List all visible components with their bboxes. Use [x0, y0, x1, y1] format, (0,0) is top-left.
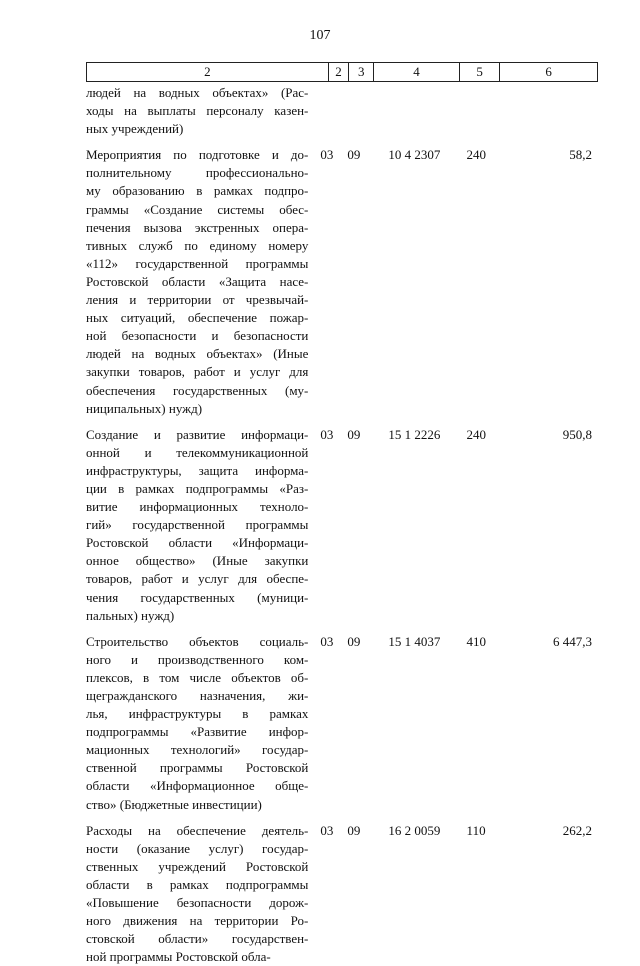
row-rz [308, 84, 339, 138]
row-vr: 410 [466, 633, 487, 649]
header-col-sum: 6 [545, 64, 552, 79]
row-pr: 09 [347, 147, 361, 163]
description-line: людей на водных объектах» (Иные [86, 346, 309, 362]
description-line: лья, инфраструктуры в рамках [86, 706, 309, 722]
row-sum: 6 447,3 [553, 633, 592, 649]
description-line: полнительному профессионально- [86, 165, 309, 181]
row-description [86, 84, 308, 138]
header-col-vr: 5 [460, 63, 500, 81]
row-rz: 03 [320, 633, 334, 649]
table-row [86, 84, 598, 138]
description-line: витие информационных техноло- [86, 499, 309, 515]
description-line: ной программы Ростовской обла- [86, 949, 271, 965]
row-csr: 16 2 0059 [388, 822, 441, 838]
description-line: му образованию в рамках подпро- [86, 183, 309, 199]
description-line: «112» государственной программы [86, 255, 309, 271]
description-line: ного и производственного ком- [86, 651, 309, 667]
description-line: чения государственных (муници- [86, 589, 309, 605]
row-csr [368, 84, 460, 138]
table-body [86, 84, 598, 966]
row-csr: 15 1 4037 [388, 633, 441, 649]
row-vr: 240 [466, 147, 487, 163]
description-line: печения вызова экстренных опера- [86, 219, 309, 235]
table-row [86, 822, 598, 966]
description-line: мационных технологий» государ- [86, 742, 309, 758]
description-line: ных ситуаций, обеспечение пожар- [86, 310, 309, 326]
description-line: плексов, в том числе объектов об- [86, 669, 309, 685]
row-sum: 950,8 [562, 426, 592, 442]
description-line: Расходы на обеспечение деятель- [86, 822, 309, 838]
description-line: ходы на выплаты персоналу казен- [86, 103, 309, 119]
description-line: тивных служб по единому номеру [86, 237, 309, 253]
description-line: пальных) нужд) [86, 607, 175, 623]
description-line: инфраструктуры, защита информа- [86, 462, 309, 478]
row-description [86, 822, 308, 966]
description-line: Ростовской области «Информаци- [86, 535, 309, 551]
description-line: щегражданского назначения, жи- [86, 688, 309, 703]
description-line: ниципальных) нужд) [86, 400, 203, 416]
description-line: «Повышение безопасности дорож- [86, 895, 309, 911]
description-line: Мероприятия по подготовке и до- [86, 147, 309, 163]
description-line: Ростовской области «Защита насе- [86, 273, 309, 289]
row-pr: 09 [347, 633, 361, 649]
description-line: закупки товаров, работ и услуг для [86, 364, 309, 380]
description-line: граммы «Создание системы обес- [86, 201, 309, 217]
description-line: подпрограммы «Развитие инфор- [86, 724, 309, 740]
description-line: Создание и развитие информаци- [86, 426, 309, 442]
description-line: области «Информационное обще- [86, 778, 309, 794]
description-line: ции в рамках подпрограммы «Раз- [86, 480, 309, 496]
description-line: ных учреждений) [86, 121, 184, 137]
description-line: ство» (Бюджетные инвестиции) [86, 796, 262, 812]
description-line: гий» государственной программы [86, 517, 309, 533]
row-vr [461, 84, 505, 138]
row-vr: 240 [466, 426, 487, 442]
row-rz: 03 [320, 426, 334, 442]
description-line: Строительство объектов социаль- [86, 633, 309, 649]
row-pr [339, 84, 368, 138]
page-number: 107 [309, 28, 331, 43]
table-header [86, 62, 598, 82]
header-col-pr: 3 [349, 63, 374, 81]
row-sum: 58,2 [569, 147, 592, 163]
description-line: стовской области» государствен- [86, 931, 309, 947]
row-pr: 09 [347, 822, 361, 838]
row-description [86, 426, 308, 625]
row-vr: 110 [466, 822, 486, 838]
description-line: ления и территории от чрезвычай- [86, 292, 309, 308]
row-sum [505, 84, 598, 138]
description-line: ственных учреждений Ростовской [86, 858, 309, 874]
row-csr: 10 4 2307 [388, 147, 441, 163]
row-description [86, 633, 308, 814]
table-row [86, 633, 598, 814]
description-line: ности (оказание услуг) государ- [86, 840, 309, 856]
row-sum: 262,2 [562, 822, 592, 838]
description-line: онное общество» (Иные закупки [86, 553, 309, 569]
row-rz: 03 [320, 147, 334, 163]
row-rz: 03 [320, 822, 334, 838]
description-line: ной безопасности и безопасности [86, 328, 309, 344]
table-row [86, 426, 598, 625]
description-line: обеспечения государственных (му- [86, 382, 309, 398]
description-line: ного движения на территории Ро- [86, 913, 309, 929]
row-description [86, 146, 308, 417]
header-col-rz: 2 [329, 63, 350, 81]
table-row [86, 146, 598, 417]
header-col-description: 2 [87, 63, 329, 81]
description-line: людей на водных объектах» (Рас- [86, 85, 309, 100]
header-col-csr: 4 [374, 63, 460, 81]
description-line: области в рамках подпрограммы [86, 876, 309, 892]
description-line: онной и телекоммуникационной [86, 444, 309, 460]
row-pr: 09 [347, 426, 361, 442]
description-line: ственной программы Ростовской [86, 760, 309, 776]
description-line: товаров, работ и услуг для обеспе- [86, 571, 309, 587]
row-csr: 15 1 2226 [388, 426, 441, 442]
